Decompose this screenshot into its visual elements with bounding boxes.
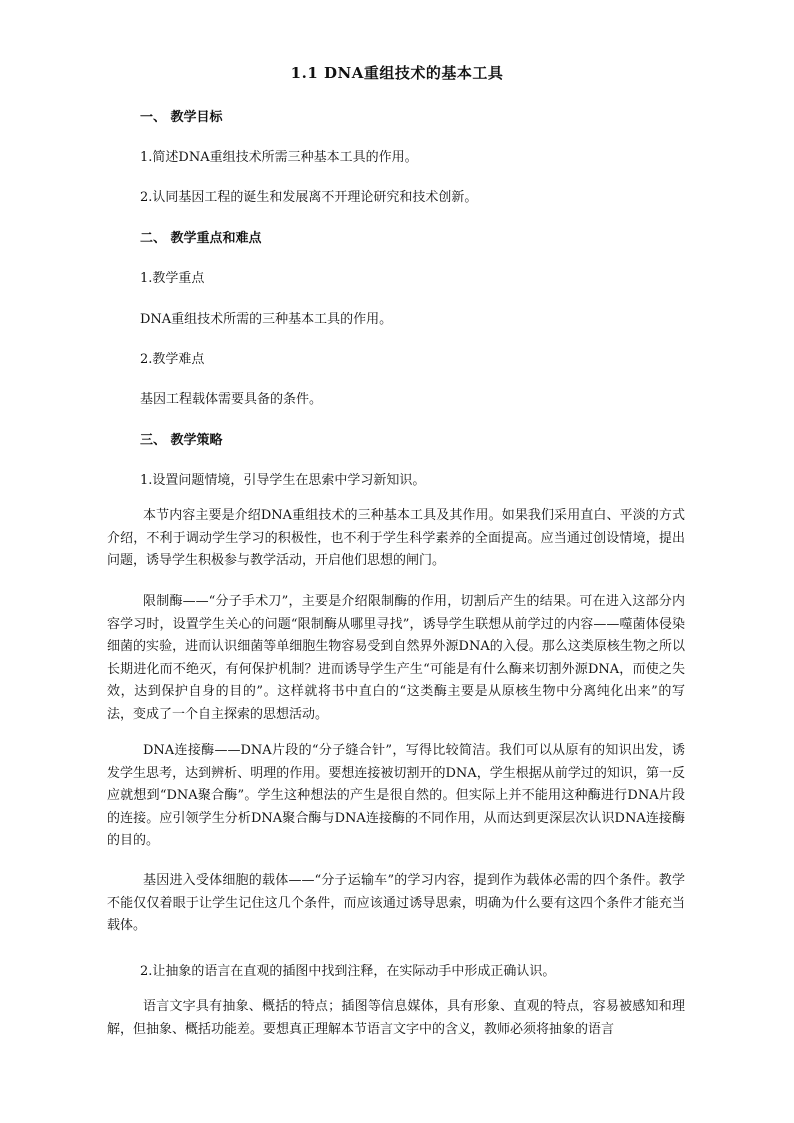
paragraph-intro: 本节内容主要是介绍DNA重组技术的三种基本工具及其作用。如果我们采用直白、平淡的方式介绍，不利于调动学生学习的积极性，也不利于学生科学素养的全面提高。应当通过创设情境，提出问题，诱导学生积极参与教学活动，开启他们思想的闸门。 [107,508,685,568]
difficulty-text: 基因工程载体需要具备的条件。 [140,392,323,407]
key-point-label: 1.教学重点 [140,271,205,286]
paragraph-restriction-enzyme: 限制酶——“分子手术刀”，主要是介绍限制酶的作用，切割后产生的结果。可在进入这部分内容学习时，设置学生关心的问题“限制酶从哪里寻找”，诱导学生联想从前学过的内容——噬菌体侵染细菌的实验，进而认识细菌等单细胞生物容易受到自然界外源DNA的入侵。那么这类原核生物之所以长期进化而不绝灭，有何保护机制？进而诱导学生产生“可能是有什么酶来切割外源DNA，而使之失效，达到保护自身的目的”。这样就将书中直白的“这类酶主要是从原核生物中分离纯化出来”的写法，变成了一个自主探索的思想活动。 [107,594,685,722]
paragraph-illustration: 语言文字具有抽象、概括的特点；插图等信息媒体，具有形象、直观的特点，容易被感知和理解，但抽象、概括功能差。要想真正理解本节语言文字中的含义，教师必须将抽象的语言 [107,999,685,1037]
section-heading-key-points: 二、 教学重点和难点 [140,231,262,246]
strategy-item-2: 2.让抽象的语言在直观的插图中找到注释，在实际动手中形成正确认识。 [140,964,556,979]
difficulty-label: 2.教学难点 [140,352,205,367]
paragraph-dna-ligase: DNA连接酶——DNA片段的“分子缝合针”，写得比较简洁。我们可以从原有的知识出发，诱发学生思考，达到辨析、明理的作用。要想连接被切割开的DNA，学生根据从前学过的知识，第一反应就想到“DNA聚合酶”。学生这种想法的产生是很自然的。但实际上并不能用这种酶进行DNA片段的连接。应引领学生分析DNA聚合酶与DNA连接酶的不同作用，从而达到更深层次认识DNA连接酶的目的。 [107,743,685,848]
objective-item-1: 1.简述DNA重组技术所需三种基本工具的作用。 [140,150,418,165]
document-title: 1.1 DNA重组技术的基本工具 [290,64,504,82]
section-heading-strategy: 三、 教学策略 [140,433,223,448]
key-point-text: DNA重组技术所需的三种基本工具的作用。 [140,312,393,327]
section-heading-objectives: 一、 教学目标 [140,110,223,125]
strategy-item-1: 1.设置问题情境，引导学生在思索中学习新知识。 [140,473,426,488]
paragraph-vector: 基因进入受体细胞的载体——“分子运输车”的学习内容，提到作为载体必需的四个条件。教学不能仅仅着眼于让学生记住这几个条件，而应该通过诱导思索，明确为什么要有这四个条件才能充当载体。 [107,873,685,933]
objective-item-2: 2.认同基因工程的诞生和发展离不开理论研究和技术创新。 [140,190,478,205]
